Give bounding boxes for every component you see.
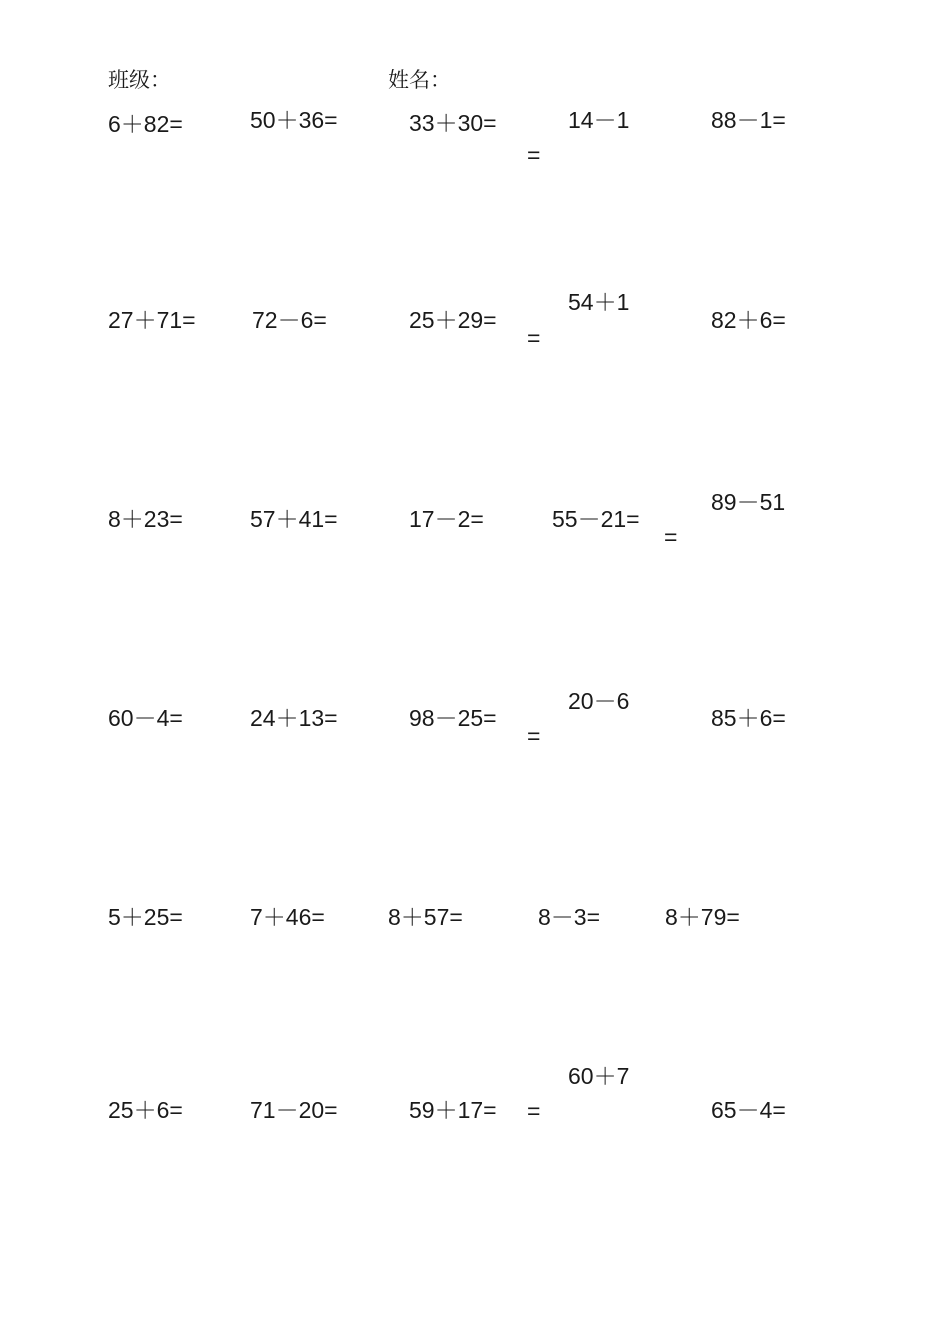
problem: 33＋30= bbox=[409, 110, 497, 136]
problem: 88－1= bbox=[711, 107, 786, 133]
problem: 25＋6= bbox=[108, 1097, 183, 1123]
problem: 60＋7 bbox=[568, 1063, 630, 1089]
problem: 27＋71= bbox=[108, 307, 196, 333]
problem-equals: = bbox=[527, 142, 541, 168]
problem: 20－6 bbox=[568, 688, 630, 714]
name-label: 姓名： bbox=[388, 68, 451, 92]
problem-equals: = bbox=[527, 723, 541, 749]
problem: 55－21= bbox=[552, 506, 640, 532]
problem-equals: = bbox=[527, 1098, 541, 1124]
problem: 8＋79= bbox=[665, 904, 740, 930]
problem: 65－4= bbox=[711, 1097, 786, 1123]
problem: 17－2= bbox=[409, 506, 484, 532]
class-label: 班级： bbox=[108, 68, 171, 92]
problem: 8＋57= bbox=[388, 904, 463, 930]
problem: 6＋82= bbox=[108, 111, 183, 137]
problem: 24＋13= bbox=[250, 705, 338, 731]
problem: 57＋41= bbox=[250, 506, 338, 532]
problem: 14－1 bbox=[568, 107, 630, 133]
problem: 71－20= bbox=[250, 1097, 338, 1123]
problem: 50＋36= bbox=[250, 107, 338, 133]
problem: 89－51 bbox=[711, 489, 786, 515]
problem: 8＋23= bbox=[108, 506, 183, 532]
problem-equals: = bbox=[527, 325, 541, 351]
problem: 54＋1 bbox=[568, 289, 630, 315]
problem: 60－4= bbox=[108, 705, 183, 731]
problem: 25＋29= bbox=[409, 307, 497, 333]
problem: 85＋6= bbox=[711, 705, 786, 731]
problem: 82＋6= bbox=[711, 307, 786, 333]
problem: 8－3= bbox=[538, 904, 601, 930]
problem-equals: = bbox=[664, 524, 678, 550]
problem: 72－6= bbox=[252, 307, 327, 333]
problem: 5＋25= bbox=[108, 904, 183, 930]
problem: 59＋17= bbox=[409, 1097, 497, 1123]
problem: 98－25= bbox=[409, 705, 497, 731]
problem: 7＋46= bbox=[250, 904, 325, 930]
